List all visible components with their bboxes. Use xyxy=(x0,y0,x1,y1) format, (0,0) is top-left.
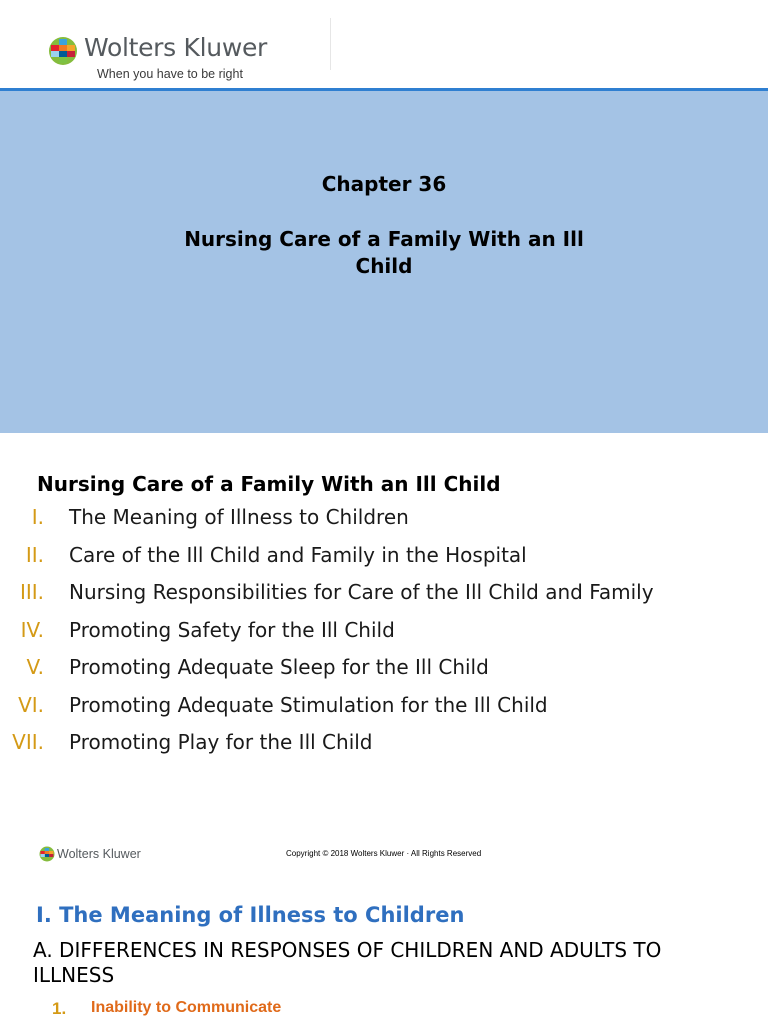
list-item xyxy=(0,580,768,618)
list-item xyxy=(0,655,768,693)
list-item xyxy=(0,618,768,656)
list-item xyxy=(0,693,768,731)
list-item-number: IV. xyxy=(20,617,44,642)
list-item-text: Promoting Adequate Sleep for the Ill Child xyxy=(69,655,489,679)
slide-header xyxy=(0,0,768,88)
brand-name: Wolters Kluwer xyxy=(84,33,268,62)
list-item-text: Promoting Play for the Ill Child xyxy=(69,730,373,754)
brand-tagline: When you have to be right xyxy=(97,67,243,81)
outline-title: Nursing Care of a Family With an Ill Child xyxy=(37,472,501,496)
list-item-number: II. xyxy=(25,542,44,567)
list-item xyxy=(0,505,768,543)
list-item-text: The Meaning of Illness to Children xyxy=(69,505,409,529)
footer-copyright: Copyright © 2018 Wolters Kluwer · All Rights Reserved xyxy=(286,849,482,858)
list-item xyxy=(0,730,768,768)
outline-list xyxy=(0,505,768,768)
list-item-number: V. xyxy=(26,655,44,679)
list-item-text: Care of the Ill Child and Family in the Hospital xyxy=(69,542,527,567)
list-item-number: VII. xyxy=(12,730,44,754)
wolters-kluwer-logo-icon xyxy=(48,36,78,66)
list-item xyxy=(0,543,768,581)
wolters-kluwer-logo-icon xyxy=(39,846,55,862)
list-item-text: Nursing Responsibilities for Care of the Ill Child and Family xyxy=(69,580,654,604)
section-subheading: A. DIFFERENCES IN RESPONSES OF CHILDREN AND ADULTS TO ILLNESS xyxy=(33,938,662,987)
list-item-number: I. xyxy=(31,505,44,529)
chapter-number: Chapter 36 xyxy=(321,172,447,196)
footer-brand: Wolters Kluwer xyxy=(57,847,141,861)
list-item-number: VI. xyxy=(18,692,44,717)
header-divider xyxy=(330,18,331,70)
list-item-number: III. xyxy=(19,580,44,604)
section-title: I. The Meaning of Illness to Children xyxy=(36,903,465,927)
list-item-text: Promoting Safety for the Ill Child xyxy=(69,617,395,642)
point-number: 1. xyxy=(52,999,67,1018)
point-text: Inability to Communicate xyxy=(91,999,282,1016)
list-item-text: Promoting Adequate Stimulation for the Ill Child xyxy=(69,692,548,717)
chapter-title: Nursing Care of a Family With an Ill Child xyxy=(184,227,584,278)
